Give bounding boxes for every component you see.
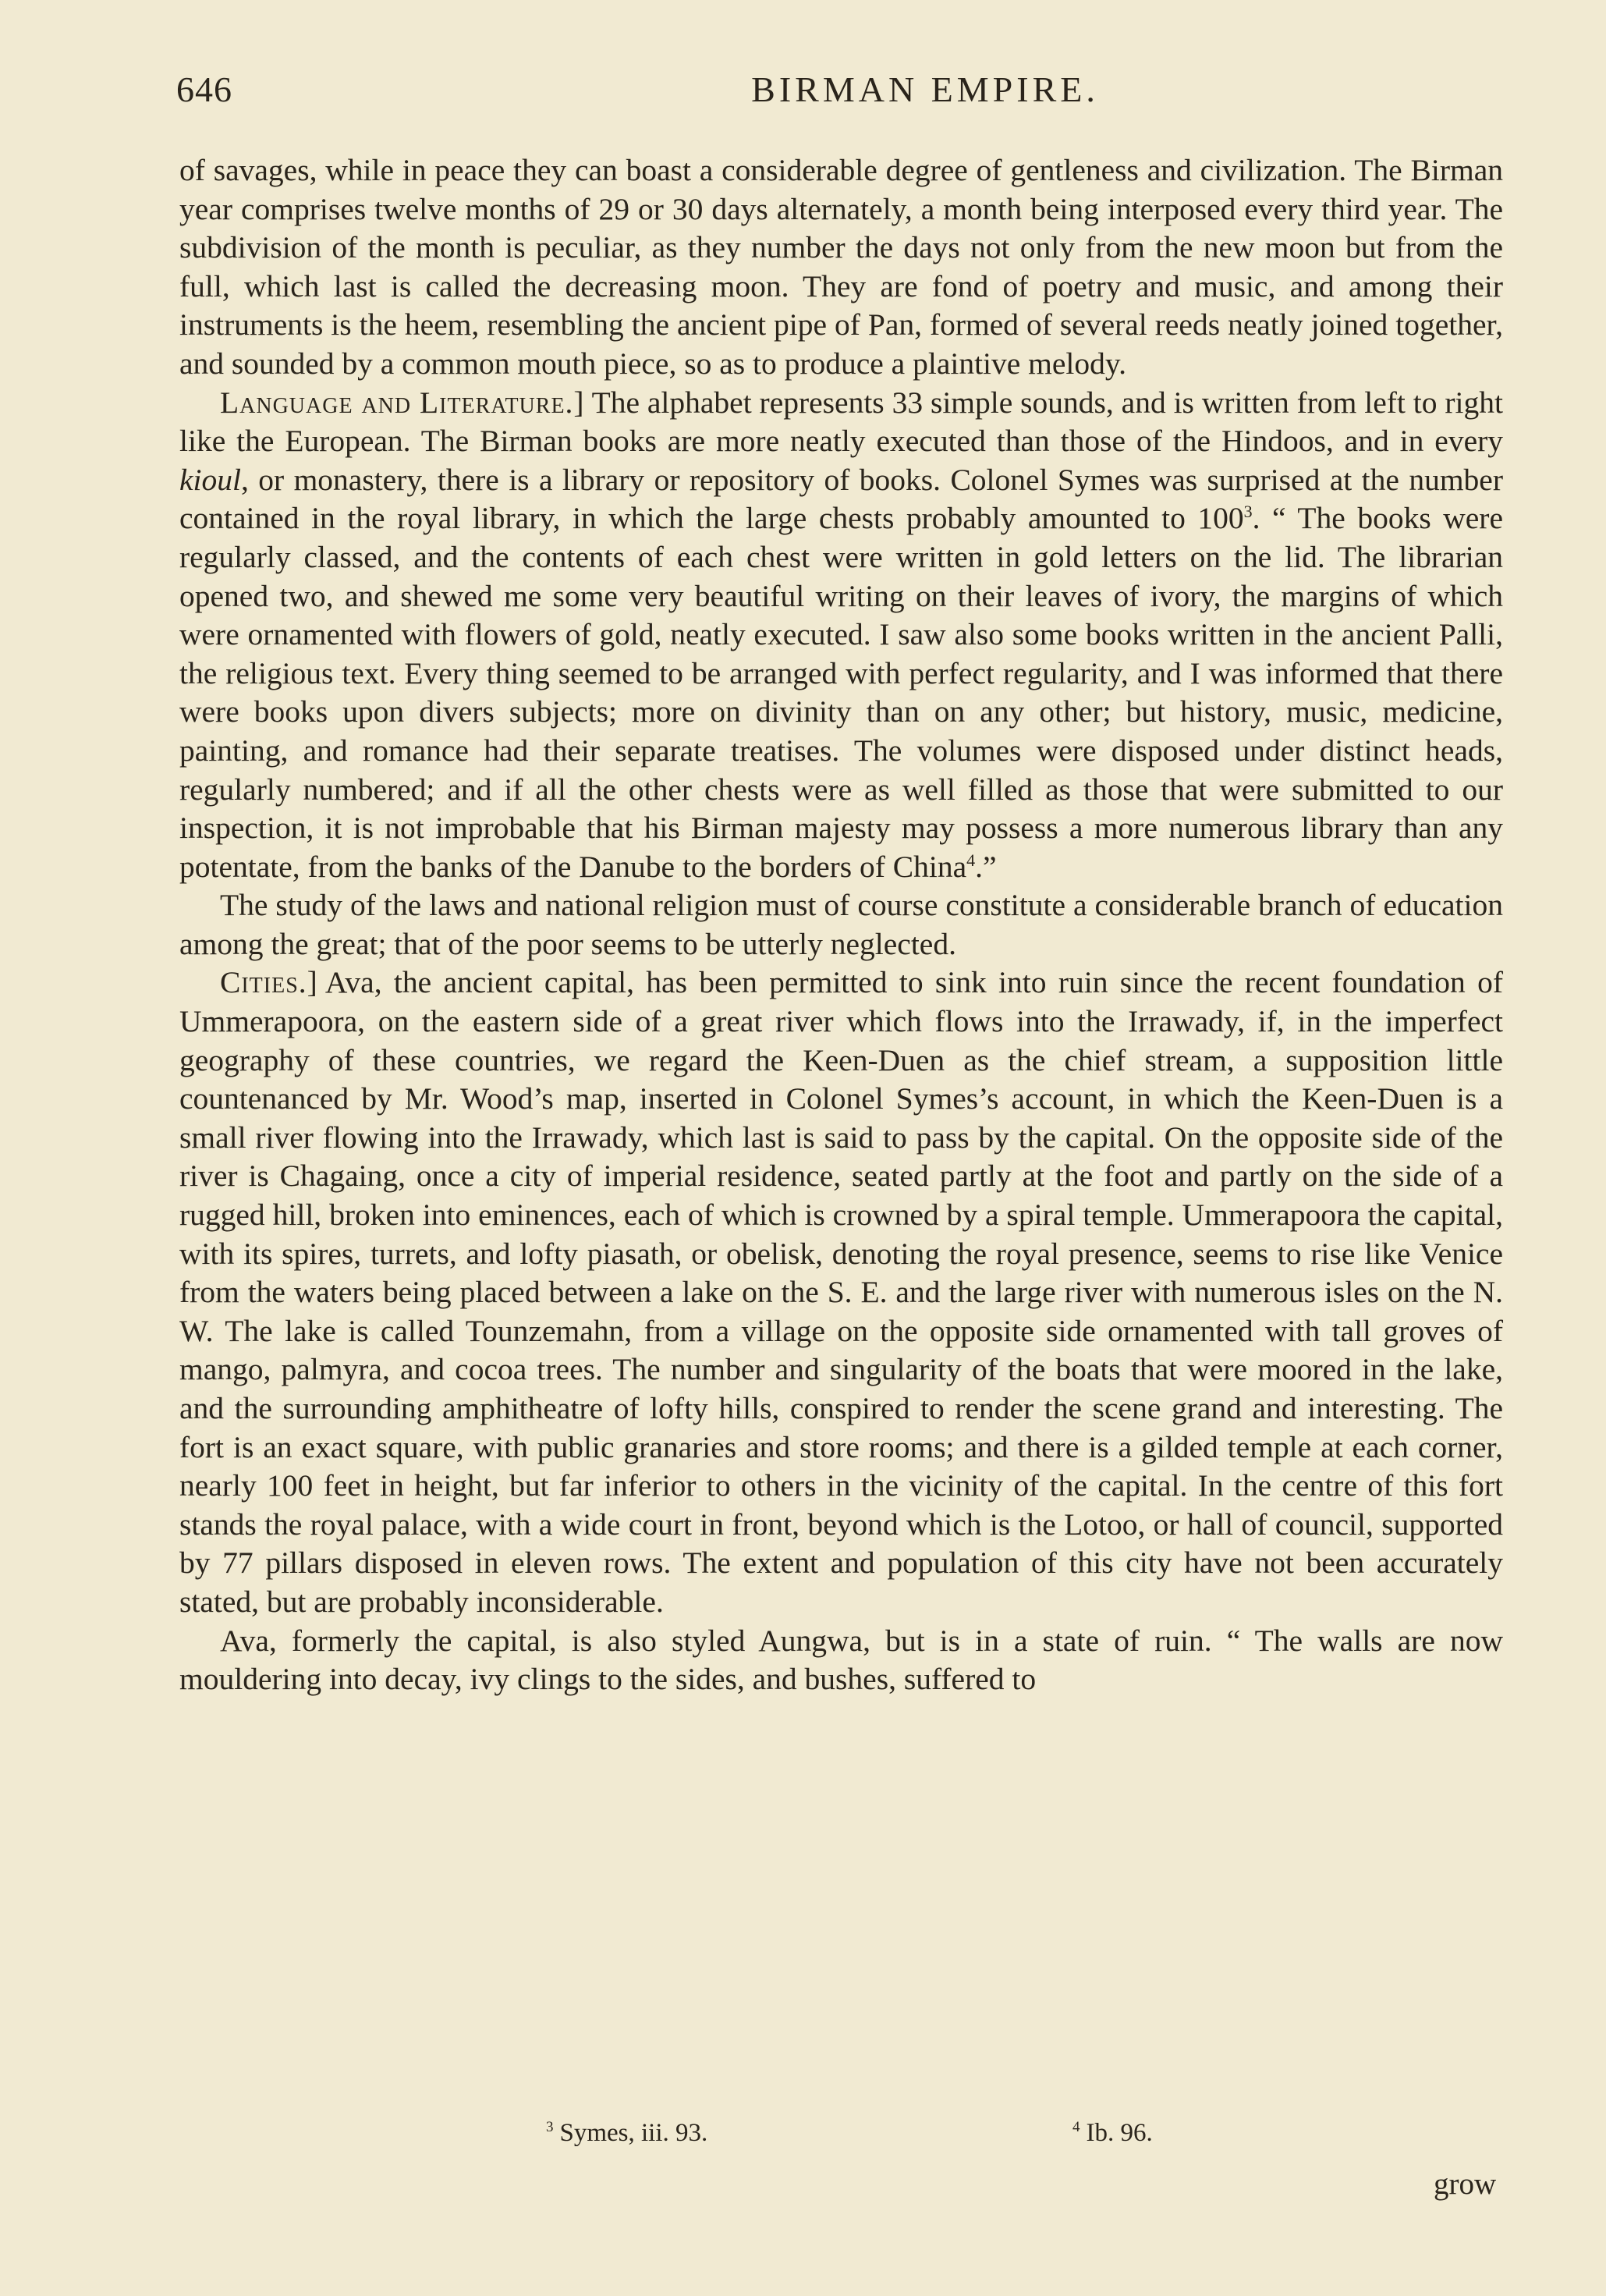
footnote-mark: 3: [546, 2119, 554, 2135]
section-heading-language: Language and Literature.: [220, 385, 574, 420]
paragraph-study: The study of the laws and national religion must of course constitute a considerable branch of education among the great; that of the poor seems to be utterly neglected.: [179, 888, 1503, 961]
section-heading-cities: Cities.: [220, 965, 307, 1000]
footnote-4: [1072, 2119, 1153, 2148]
section-bracket: ]: [307, 965, 317, 1000]
paragraph-language: [179, 384, 1503, 887]
paragraph-text: , or monastery, there is a library or repository of books. Colonel Symes was surprised at the number contained in the royal library, in which the large chests probably amounted to 100: [179, 462, 1503, 536]
catchword: grow: [1434, 2167, 1497, 2201]
paragraph-savages: of savages, while in peace they can boast a considerable degree of gentleness and civilization. The Birman year comprises twelve months of 29 or 30 days alternately, a month being interposed every third year. The subdivision of the month is peculiar, as they number the days not only from the new moon but from the full, which last is called the decreasing moon. They are fond of poetry and music, and among their instruments is the heem, resembling the ancient pipe of Pan, formed of several reeds neatly joined together, and sounded by a common mouth piece, so as to produce a plaintive melody.: [179, 153, 1503, 381]
footnote-mark: 4: [1072, 2119, 1080, 2135]
page-title: BIRMAN EMPIRE.: [751, 69, 1099, 109]
footnotes: [0, 2119, 1606, 2158]
page-number: 646: [176, 69, 232, 109]
paragraph-cities: [179, 963, 1503, 1621]
running-head: [176, 69, 1502, 119]
paragraph-text: Ava, the ancient capital, has been permitted to sink into ruin since the recent foundation of Ummerapoora, on the eastern side of a great river which flows into the Irrawady, if, in the imperfect geography of these countries, we regard the Keen-Duen as the chief stream, a supposition little countenanced by Mr. Wood’s map, inserted in Colonel Symes’s account, in which the Keen-Duen is a small river flowing into the Irrawady, which last is said to pass by the capital. On the opposite side of the river is Chagaing, once a city of imperial residence, seated partly at the foot and partly on the side of a rugged hill, broken into eminences, each of which is crowned by a spiral temple. Ummerapoora the capital, with its spires, turrets, and lofty piasath, or obelisk, denoting the royal presence, seems to rise like Venice from the waters being placed between a lake on the S. E. and the large river with numerous isles on the N. W. The lake is called Tounzemahn, from a village on the opposite side ornamented with tall groves of mango, palmyra, and cocoa trees. The number and singularity of the boats that were moored in the lake, and the surrounding amphitheatre of lofty hills, conspired to render the scene grand and interesting. The fort is an exact square, with public granaries and store rooms; and there is a gilded temple at each corner, nearly 100 feet in height, but far inferior to others in the vicinity of the capital. In the centre of this fort stands the royal palace, with a wide court in front, beyond which is the Lotoo, or hall of council, supported by 77 pillars disposed in eleven rows. The extent and population of this city have not been accurately stated, but are probably inconsiderable.: [179, 965, 1503, 1619]
italic-term-kioul: kioul: [179, 462, 241, 497]
section-bracket: ]: [573, 385, 584, 420]
footnote-text: Ib. 96.: [1086, 2119, 1153, 2147]
paragraph-text: The alphabet represents 33 simple sounds, and is written from left to right like the European. The Birman books are more neatly executed than those of the Hindoos, and in every: [179, 385, 1503, 459]
footnote-text: Symes, iii. 93.: [559, 2119, 708, 2147]
paragraph-ava: Ava, formerly the capital, is also styled Aungwa, but is in a state of ruin. “ The walls are now mouldering into decay, ivy clings to the sides, and bushes, suffered to: [179, 1623, 1503, 1697]
body-text: [179, 151, 1503, 1699]
footnote-ref-4: 4: [966, 850, 976, 870]
footnote-ref-3: 3: [1243, 502, 1253, 522]
footnote-3: [546, 2119, 707, 2148]
paragraph-text: . “ The books were regularly classed, and the contents of each chest were written in gold letters on the lid. The librarian opened two, and shewed me some very beautiful writing on their leaves of ivory, the margins of which were ornamented with flowers of gold, neatly executed. I saw also some books written in the ancient Palli, the religious text. Every thing seemed to be arranged with perfect regularity, and I was informed that there were books upon divers subjects; more on divinity than on any other; but history, music, medicine, painting, and romance had their separate treatises. The volumes were disposed under distinct heads, regularly numbered; and if all the other chests were as well filled as those that were submitted to our inspection, it is not improbable that his Birman majesty may possess a more numerous library than any potentate, from the banks of the Danube to the borders of China: [179, 501, 1503, 884]
paragraph-text: .”: [975, 849, 997, 884]
